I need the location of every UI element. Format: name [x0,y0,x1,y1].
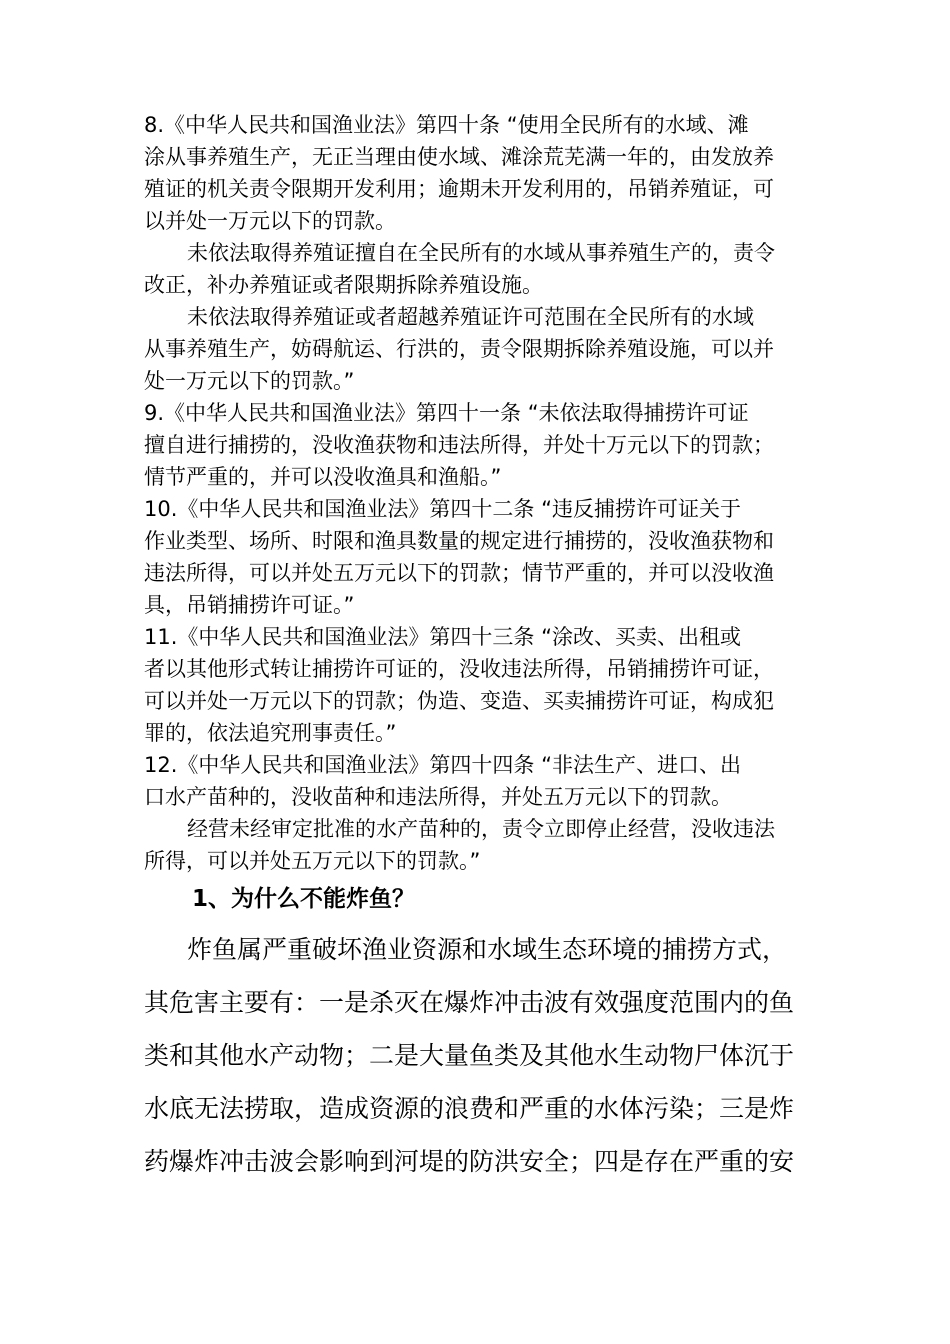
text-line: 11.《中华人民共和国渔业法》第四十三条 “涂改、买卖、出租或 [144,625,741,649]
body-line: 药爆炸冲击波会影响到河堤的防洪安全；四是存在严重的安 [144,1147,795,1176]
text-line: 9.《中华人民共和国渔业法》第四十一条 “未依法取得捕捞许可证 [144,401,749,425]
text-line: 殖证的机关责令限期开发利用；逾期未开发利用的，吊销养殖证，可 [144,177,774,201]
text-line: 作业类型、场所、时限和渔具数量的规定进行捕捞的，没收渔获物和 [144,529,774,553]
text-line: 经营未经审定批准的水产苗种的，责令立即停止经营，没收违法 [187,817,775,841]
text-line: 口水产苗种的，没收苗种和违法所得，并处五万元以下的罚款。 [144,785,732,809]
text-line: 改正，补办养殖证或者限期拆除养殖设施。 [144,273,543,297]
text-line: 10.《中华人民共和国渔业法》第四十二条 “违反捕捞许可证关于 [144,497,741,521]
body-line: 其危害主要有：一是杀灭在爆炸冲击波有效强度范围内的鱼 [144,988,795,1017]
body-line: 类和其他水产动物；二是大量鱼类及其他水生动物尸体沉于 [144,1041,795,1070]
text-line: 从事养殖生产，妨碍航运、行洪的，责令限期拆除养殖设施，可以并 [144,337,774,361]
text-line: 12.《中华人民共和国渔业法》第四十四条 “非法生产、进口、出 [144,753,741,777]
text-line: 罪的，依法追究刑事责任。” [144,721,397,745]
section-heading: 1、为什么不能炸鱼？ [192,886,416,912]
text-line: 者以其他形式转让捕捞许可证的，没收违法所得，吊销捕捞许可证， [144,657,774,681]
text-line: 擅自进行捕捞的，没收渔获物和违法所得，并处十万元以下的罚款； [144,433,774,457]
body-line: 水底无法捞取，造成资源的浪费和严重的水体污染；三是炸 [144,1094,795,1123]
text-line: 情节严重的，并可以没收渔具和渔船。” [144,465,502,489]
text-line: 以并处一万元以下的罚款。 [144,209,396,233]
text-line: 8.《中华人民共和国渔业法》第四十条 “使用全民所有的水域、滩 [144,113,749,137]
text-line: 所得，可以并处五万元以下的罚款。” [144,849,481,873]
text-line: 涂从事养殖生产，无正当理由使水域、滩涂荒芜满一年的，由发放养 [144,145,774,169]
text-line: 未依法取得养殖证擅自在全民所有的水域从事养殖生产的，责令 [187,241,775,265]
text-line: 具，吊销捕捞许可证。” [144,593,355,617]
body-line: 炸鱼属严重破坏渔业资源和水域生态环境的捕捞方式， [187,935,788,964]
text-line: 违法所得，可以并处五万元以下的罚款；情节严重的，并可以没收渔 [144,561,774,585]
text-line: 未依法取得养殖证或者超越养殖证许可范围在全民所有的水域 [187,305,754,329]
text-line: 可以并处一万元以下的罚款；伪造、变造、买卖捕捞许可证，构成犯 [144,689,774,713]
text-line: 处一万元以下的罚款。” [144,369,355,393]
